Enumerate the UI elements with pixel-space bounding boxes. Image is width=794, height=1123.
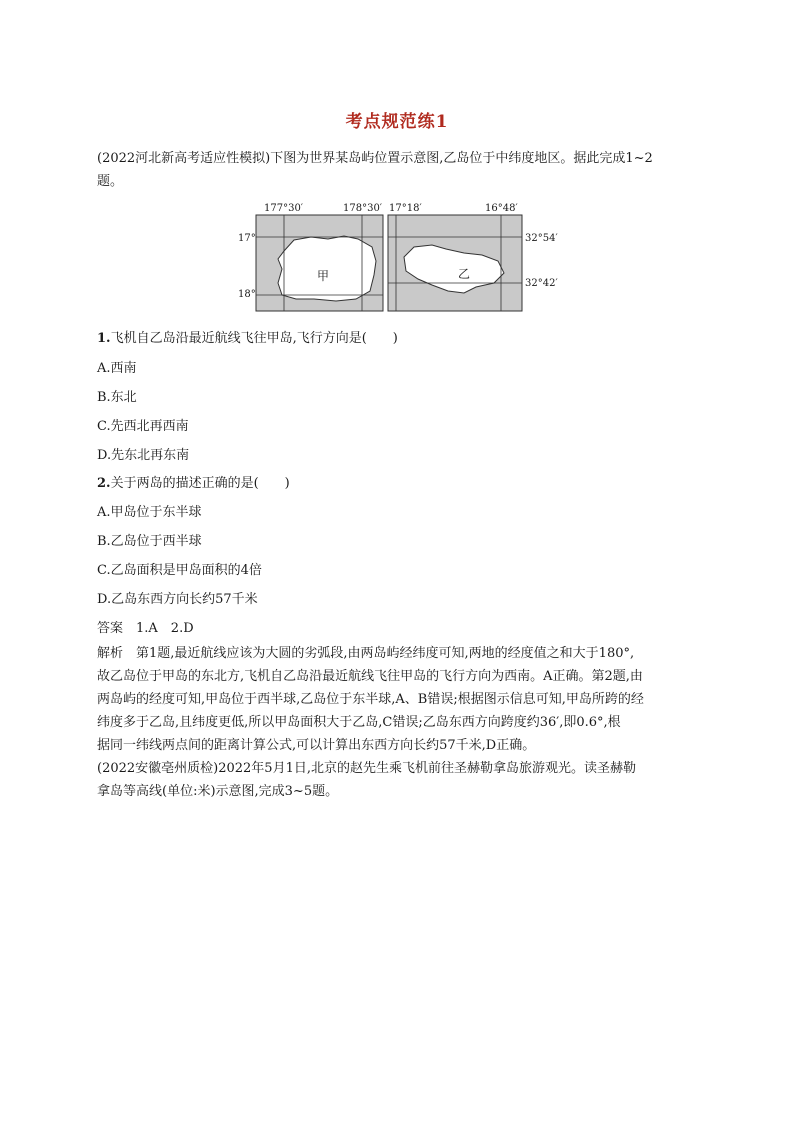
option-item: D.先东北再东南 (97, 448, 190, 463)
analysis-line: 两岛屿的经度可知,甲岛位于西半球,乙岛位于东半球,A、B错误;根据图示信息可知,甲岛所跨的经 (97, 692, 644, 707)
lat-label: 17° (238, 233, 256, 244)
page-title: 考点规范练1 (345, 112, 449, 132)
analysis-line: 据同一纬线两点间的距离计算公式,可以计算出东西方向长约57千米,D正确。 (97, 738, 536, 753)
lon-label: 178°30′ (343, 203, 383, 214)
question-2 (97, 472, 290, 491)
lat-label: 32°54′ (525, 233, 558, 244)
lat-label: 32°42′ (525, 278, 558, 289)
analysis-line: 解析 第1题,最近航线应该为大圆的劣弧段,由两岛屿经纬度可知,两地的经度值之和大于180°, (97, 646, 635, 661)
question-number: 2. (97, 476, 111, 491)
intro-line: 题。 (97, 174, 124, 189)
island-yi-label: 乙 (458, 267, 471, 281)
lon-label: 16°48′ (485, 203, 518, 214)
option-item: B.东北 (97, 390, 137, 405)
option-item: C.先西北再西南 (97, 419, 189, 434)
option-item: A.甲岛位于东半球 (97, 505, 202, 520)
analysis-line: 故乙岛位于甲岛的东北方,飞机自乙岛沿最近航线飞往甲岛的飞行方向为西南。A正确。第2题,由 (97, 669, 643, 684)
question-1 (97, 327, 398, 346)
lon-label: 17°18′ (389, 203, 422, 214)
intro-line: (2022河北新高考适应性模拟)下图为世界某岛屿位置示意图,乙岛位于中纬度地区。据此完成1~2 (97, 151, 653, 166)
question-number: 1. (97, 331, 111, 346)
answer-line: 答案 1.A 2.D (97, 621, 194, 636)
question-text: 关于两岛的描述正确的是( ) (110, 476, 290, 491)
intro-line: (2022安徽亳州质检)2022年5月1日,北京的赵先生乘飞机前往圣赫勒拿岛旅游观光。读圣赫勒 (97, 761, 636, 776)
analysis-line: 纬度多于乙岛,且纬度更低,所以甲岛面积大于乙岛,C错误;乙岛东西方向跨度约36′,即0.6°,根 (97, 715, 621, 730)
analysis-paragraph (97, 642, 702, 757)
option-item: B.乙岛位于西半球 (97, 534, 202, 549)
intro-paragraph-1 (97, 147, 702, 193)
option-item: D.乙岛东西方向长约57千米 (97, 592, 258, 607)
island-jia-label: 甲 (317, 269, 330, 283)
question-text: 飞机自乙岛沿最近航线飞往甲岛,飞行方向是( ) (110, 331, 398, 346)
map-graphic (236, 203, 556, 313)
intro-paragraph-2 (97, 757, 702, 803)
island-location-map (236, 203, 556, 313)
option-item: A.西南 (97, 361, 137, 376)
intro-line: 拿岛等高线(单位:米)示意图,完成3~5题。 (97, 784, 339, 799)
lat-label: 18° (238, 289, 256, 300)
lon-label: 177°30′ (264, 203, 304, 214)
option-item: C.乙岛面积是甲岛面积的4倍 (97, 563, 262, 578)
